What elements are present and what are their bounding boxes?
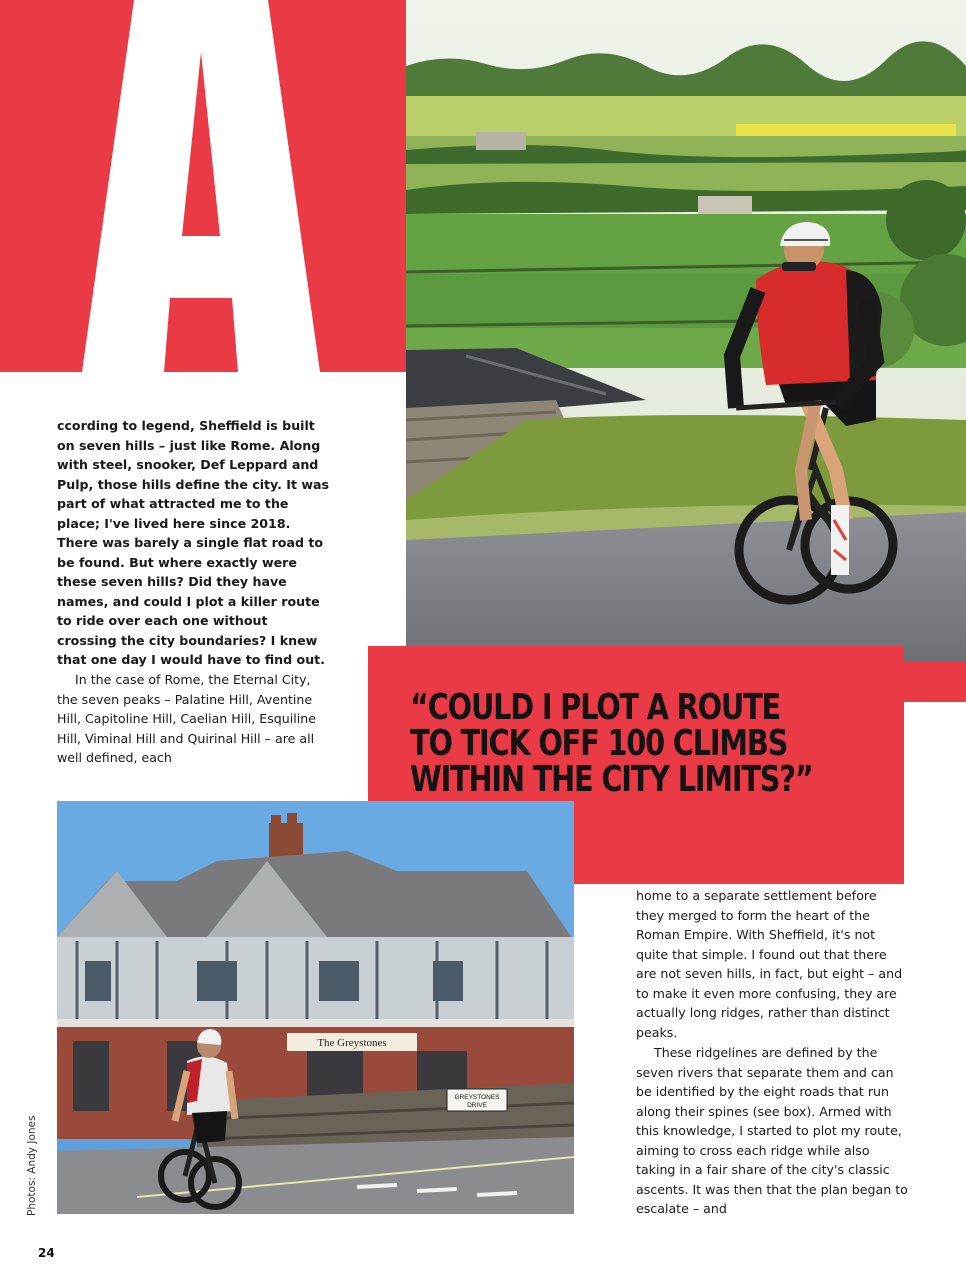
street-sign-line: DRIVE (467, 1102, 487, 1109)
dropcap-letter (82, 0, 320, 372)
photo-greystones-pub (57, 801, 574, 1214)
intro-paragraph: ccording to legend, Sheffield is built on seven hills – just like Rome. Along with steel, snooker, Def Leppard and Pulp, those hills define the city. It was part of what attracted me to the place; I've lived here since 2018. There was barely a single flat road to be found. But where exactly were these seven hills? Did they have names, and could I plot a killer route to ride over each one without crossing the city boundaries? I knew that one day I would have to find out. (57, 418, 329, 667)
photo-credit: Photos: Andy Jones (26, 1115, 38, 1216)
pull-quote-line: “COULD I PLOT A ROUTE (410, 687, 781, 728)
pull-quote-line: TO TICK OFF 100 CLIMBS (410, 723, 788, 764)
pub-sign-text: The Greystones (317, 1037, 387, 1049)
dropcap-panel (0, 0, 406, 372)
photo-cyclist-countryside (406, 0, 966, 662)
page-number: 24 (38, 1246, 55, 1260)
body-paragraph-3: home to a separate settlement before they merged to form the heart of the Roman Empire. With Sheffield, it's not quite that simple. I found out that there are not seven hills, in fact, but eight – and to make it even more confusing, they are actually long ridges, rather than distinct peaks. (636, 888, 903, 1040)
pull-quote (410, 687, 813, 800)
body-paragraph-4: These ridgelines are defined by the seven rivers that separate them and can be identified by the eight roads that run along their spines (see box). Armed with this knowledge, I started to plot my route, aiming to cross each ridge while also taking in a fair share of the city's classic ascents. It was then that the plan began to escalate – and (636, 1045, 908, 1216)
street-sign-line: GREYSTONES (454, 1094, 500, 1101)
pull-quote-line: WITHIN THE CITY LIMITS?” (410, 759, 813, 800)
body-paragraph-2: In the case of Rome, the Eternal City, the seven peaks – Palatine Hill, Aventine Hill, Capitoline Hill, Caelian Hill, Esquiline Hill, Viminal Hill and Quirinal Hill – are all well defined, each (57, 672, 316, 765)
